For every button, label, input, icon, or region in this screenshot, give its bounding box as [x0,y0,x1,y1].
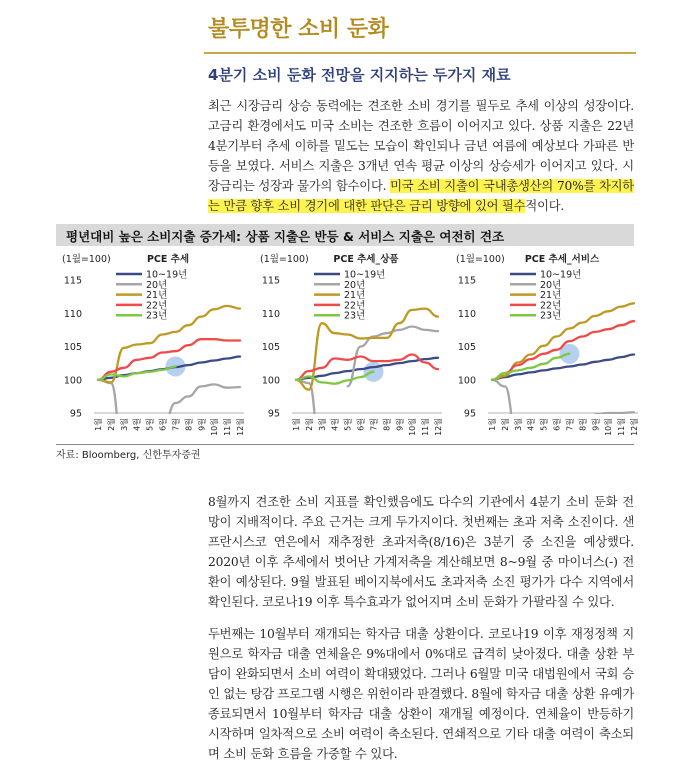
x-tick-label: 6월 [356,418,366,431]
figure-source: 자료: Bloomberg, 신한투자증권 [56,450,201,461]
x-tick-label: 8월 [184,418,194,431]
legend-label-23: 23년 [344,310,366,322]
x-tick-label: 7월 [565,418,575,431]
x-tick-label: 11월 [617,418,627,436]
x-tick-label: 1월 [488,418,497,431]
chart-title: PCE 추세 [146,254,190,265]
x-tick-label: 10월 [210,418,220,436]
legend-label-22: 22년 [344,300,366,312]
y-tick-label: 105 [457,342,476,353]
x-tick-label: 3월 [317,418,327,431]
y-tick-label: 115 [261,275,280,287]
y-tick-label: 115 [63,275,82,287]
chart-pce-services [450,250,650,450]
x-tick-label: 2월 [304,418,314,431]
x-tick-label: 4월 [132,418,142,431]
page-title: 불투명한 소비 둔화 [208,17,389,42]
legend-label-21: 21년 [540,290,562,302]
x-tick-label: 4월 [526,418,536,431]
y-tick-label: 105 [63,342,82,353]
x-tick-label: 2월 [500,418,510,431]
legend-label-20: 20년 [146,279,168,291]
y-tick-label: 115 [457,275,476,287]
y-tick-label: 100 [261,375,280,387]
x-tick-label: 3월 [513,418,523,431]
intro-text-before: 최근 시장금리 상승 동력에는 견조한 소비 경기를 필두로 추세 이상의 성장이다. 고금리 환경에서도 미국 소비는 견조한 흐름이 이어지고 있다. 상품 지출은 22년 4분기부터 추세 이하를 밑도는 모습이 확인되나 금년 여름에 예상보다 가파른 반등을 보였다. 서비스 지출은 3개년 연속 평균 이상의 상승세가 이어지고 있다. 시장금리는 성장과 물가의 함수이다. [208,99,634,193]
body-paragraph-3: 두번째는 10월부터 재개되는 학자금 대출 상환이다. 코로나19 이후 재정정책 지원으로 학자금 대출 연체율은 9%대에서 0%대로 급격히 낮아졌다. 대출 상환 부담이 완화되면서 소비 여력이 확대됐었다. 그러나 6월말 미국 대법원에서 국회 승인 없는 탕감 프로그램 시행은 위헌이라 판결했다. 8월에 학자금 대출 상환 유예가 종료되면서 10월부터 학자금 대출 상환이 재개될 예정이다. 연체율이 반등하기 시작하며 일차적으로 소비 여력이 축소된다. 연쇄적으로 기타 대출 여력이 축소되며 소비 둔화 흐름을 가중할 수 있다. [208,627,634,761]
x-tick-label: 10월 [408,418,418,436]
y-tick-label: 100 [457,375,476,387]
y-tick-label: 95 [69,408,82,420]
chart-pce-goods [254,250,454,450]
x-tick-label: 7월 [369,418,379,431]
chart-pce-total [56,250,256,450]
section-subhead: 4분기 소비 둔화 전망을 지지하는 두가지 재료 [208,66,511,84]
y-tick-label: 95 [463,408,476,420]
x-tick-label: 2월 [106,418,116,431]
x-tick-label: 1월 [292,418,301,431]
y-axis-label: (1월=100) [260,254,309,265]
chart-title: PCE 추세_상품 [333,254,399,265]
y-tick-label: 110 [457,308,476,320]
x-tick-label: 8월 [382,418,392,431]
legend-label-23: 23년 [146,310,168,322]
intro-highlight: 미국 소비 지출이 국내총생산의 70%를 차지하는 만큼 향후 소비 경기에 대한 판단은 금리 방향에 있어 필수 [208,179,634,213]
x-tick-label: 10월 [604,418,614,436]
source-rule [56,444,634,445]
x-tick-label: 5월 [145,418,155,431]
title-rule [204,52,636,54]
x-tick-label: 5월 [539,418,549,431]
x-tick-label: 11월 [421,418,431,436]
x-tick-label: 8월 [578,418,588,431]
x-tick-label: 9월 [591,418,601,431]
y-tick-label: 110 [261,308,280,320]
y-tick-label: 100 [63,375,82,387]
x-tick-label: 6월 [552,418,562,431]
x-tick-label: 7월 [171,418,181,431]
legend-label-23: 23년 [540,310,562,322]
legend-label-1019: 10~19년 [344,269,386,281]
legend-label-20: 20년 [344,279,366,291]
legend-label-1019: 10~19년 [146,269,188,281]
y-axis-label: (1월=100) [62,254,111,265]
y-axis-label: (1월=100) [456,254,505,265]
legend-label-22: 22년 [540,300,562,312]
x-tick-label: 3월 [119,418,129,431]
x-tick-label: 6월 [158,418,168,431]
intro-paragraph [208,96,634,216]
x-tick-label: 5월 [343,418,353,431]
chart-title: PCE 추세_서비스 [524,254,600,265]
legend-label-1019: 10~19년 [540,269,582,281]
x-tick-label: 12월 [236,418,245,436]
legend-label-22: 22년 [146,300,168,312]
y-tick-label: 110 [63,308,82,320]
x-tick-label: 12월 [630,418,639,436]
x-tick-label: 1월 [94,418,103,431]
body-paragraph-2: 8월까지 견조한 소비 지표를 확인했음에도 다수의 기관에서 4분기 소비 둔화 전망이 지배적이다. 주요 근거는 크게 두가지이다. 첫번째는 초과 저축 소진이다. 샌프란시스코 연은에서 재추정한 초과저축(8/16)은 3분기 중 소진을 예상했다. 2020년 이후 추세에서 벗어난 가계저축을 계산해보면 8~9월 중 마이너스(-) 전환이 예상된다. 9월 발표된 베이지북에서도 초과저축 소진 평가가 다수 지역에서 확인된다. 코로나19 이후 특수효과가 없어지며 소비 둔화가 가팔라질 수 있다. [208,495,634,609]
y-tick-label: 95 [267,408,280,420]
x-tick-label: 9월 [197,418,207,431]
intro-text-after: 적이다. [525,199,565,213]
figure-title: 평년대비 높은 소비지출 증가세: 상품 지출은 반등 & 서비스 지출은 여전히 견조 [66,229,505,244]
legend-label-21: 21년 [344,290,366,302]
x-tick-label: 12월 [434,418,443,436]
x-tick-label: 9월 [395,418,405,431]
legend-label-21: 21년 [146,290,168,302]
series-line-20 [595,412,634,414]
series-line-20 [98,380,124,450]
legend-label-20: 20년 [540,279,562,291]
x-tick-label: 11월 [223,418,233,436]
x-tick-label: 4월 [330,418,340,431]
y-tick-label: 105 [261,342,280,353]
